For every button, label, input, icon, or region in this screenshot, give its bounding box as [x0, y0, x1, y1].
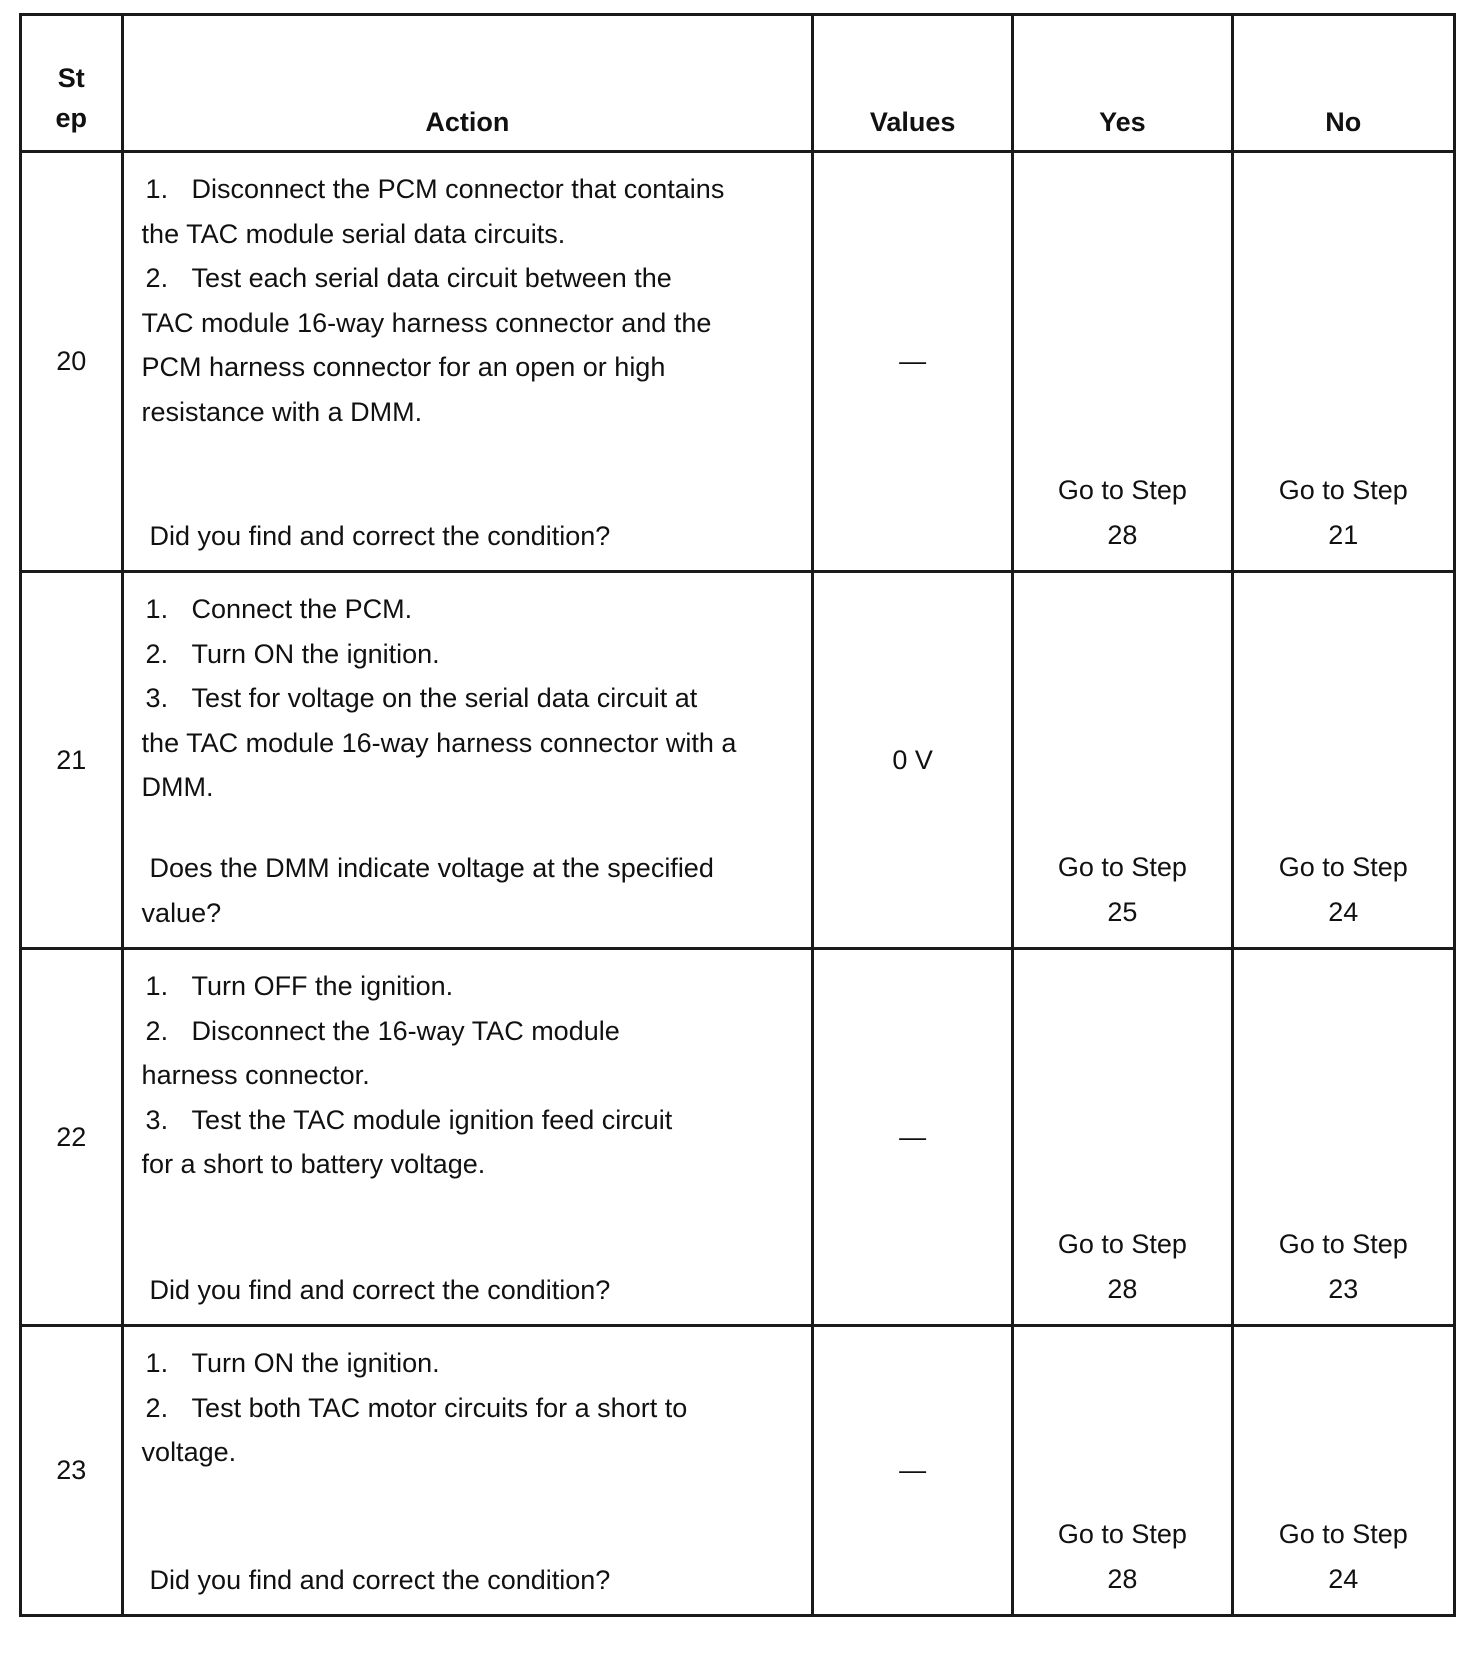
action-cell [122, 949, 813, 1326]
yes-cell [1013, 1326, 1232, 1616]
action-cell [122, 572, 813, 949]
instruction-line [142, 587, 804, 632]
yes-goto-step: 28 [1107, 1564, 1138, 1594]
instruction-line [142, 765, 804, 810]
yes-goto-label: Go to Step [1057, 1519, 1187, 1549]
instruction-number: 1. [145, 594, 169, 624]
instruction-number: 2. [145, 1015, 169, 1046]
yes-cell [1013, 949, 1232, 1326]
instruction-line [142, 1009, 804, 1054]
instruction-line [142, 1098, 804, 1143]
instruction-text: Test for voltage on the serial data circuit at [191, 683, 698, 713]
instruction-number: 2. [145, 638, 169, 669]
instruction-line [142, 964, 804, 1009]
instruction-line [142, 1142, 804, 1187]
instruction-line [142, 256, 804, 301]
instruction-line [142, 345, 804, 390]
diagnostic-table [19, 13, 1456, 1617]
step-number: 22 [21, 949, 123, 1326]
table-row [21, 1326, 1455, 1616]
yes-goto-label: Go to Step [1057, 1229, 1187, 1259]
action-instructions [124, 1327, 812, 1475]
no-goto-step: 24 [1328, 897, 1359, 927]
instruction-text: resistance with a DMM. [141, 396, 423, 427]
action-question [142, 846, 714, 935]
value-cell: — [813, 1326, 1013, 1616]
table-row [21, 572, 1455, 949]
instruction-text: the TAC module serial data circuits. [141, 218, 566, 249]
no-cell [1232, 572, 1454, 949]
value-cell: — [813, 949, 1013, 1326]
table-row [21, 949, 1455, 1326]
yes-goto-step: 25 [1107, 897, 1138, 927]
instruction-text: Turn ON the ignition. [191, 638, 440, 669]
action-instructions [124, 573, 812, 810]
action-question [142, 514, 611, 559]
question-line: Did you find and correct the condition? [149, 1274, 611, 1305]
instruction-line [142, 721, 804, 766]
no-goto-step: 21 [1328, 520, 1359, 550]
question-line: Did you find and correct the condition? [149, 1564, 611, 1595]
question-line: value? [141, 897, 222, 928]
instruction-number: 1. [145, 1348, 169, 1378]
table-row [21, 152, 1455, 572]
instruction-line [142, 676, 804, 721]
yes-goto-label: Go to Step [1057, 475, 1187, 505]
instruction-number: 1. [145, 971, 169, 1001]
value-cell: — [813, 152, 1013, 572]
no-goto-step: 24 [1328, 1564, 1359, 1594]
action-cell [122, 1326, 813, 1616]
instruction-line [142, 390, 804, 435]
step-number: 20 [21, 152, 123, 572]
no-goto-label: Go to Step [1278, 1519, 1408, 1549]
instruction-text: Test the TAC module ignition feed circuit [191, 1104, 673, 1135]
no-goto-label: Go to Step [1278, 1229, 1408, 1259]
step-number: 21 [21, 572, 123, 949]
instruction-line [142, 212, 804, 257]
action-cell [122, 152, 813, 572]
instruction-text: Test each serial data circuit between the [191, 263, 672, 293]
yes-cell [1013, 152, 1232, 572]
yes-cell [1013, 572, 1232, 949]
action-question [142, 1268, 611, 1313]
instruction-text: Test both TAC motor circuits for a short to [191, 1392, 688, 1423]
no-goto-label: Go to Step [1278, 852, 1408, 882]
no-goto-step: 23 [1328, 1274, 1359, 1304]
header-step: St ep [21, 15, 123, 152]
instruction-number: 2. [145, 263, 169, 293]
yes-goto-step: 28 [1107, 1274, 1138, 1304]
action-instructions [124, 950, 812, 1187]
instruction-line [142, 1430, 804, 1475]
header-yes: Yes [1013, 15, 1232, 152]
instruction-text: harness connector. [141, 1060, 370, 1090]
question-line: Does the DMM indicate voltage at the specified [149, 853, 714, 883]
instruction-text: Turn ON the ignition. [191, 1348, 440, 1378]
yes-goto-label: Go to Step [1057, 852, 1187, 882]
instruction-text: voltage. [141, 1437, 237, 1467]
header-values: Values [813, 15, 1013, 152]
instruction-text: TAC module 16-way harness connector and the [141, 307, 712, 338]
instruction-text: for a short to battery voltage. [141, 1149, 486, 1179]
no-goto-label: Go to Step [1278, 475, 1408, 505]
instruction-text: DMM. [141, 772, 214, 802]
instruction-text: Connect the PCM. [191, 594, 413, 624]
step-number: 23 [21, 1326, 123, 1616]
instruction-line [142, 632, 804, 677]
header-no: No [1232, 15, 1454, 152]
header-row [21, 15, 1455, 152]
no-cell [1232, 949, 1454, 1326]
instruction-line [142, 1053, 804, 1098]
value-cell: 0 V [813, 572, 1013, 949]
instruction-number: 2. [145, 1392, 169, 1423]
instruction-line [142, 167, 804, 212]
action-instructions [124, 153, 812, 434]
instruction-line [142, 1341, 804, 1386]
instruction-number: 3. [145, 683, 169, 713]
question-line: Did you find and correct the condition? [149, 520, 611, 551]
action-question [142, 1558, 611, 1603]
no-cell [1232, 1326, 1454, 1616]
instruction-text: Disconnect the 16-way TAC module [191, 1015, 620, 1046]
instruction-text: the TAC module 16-way harness connector with a [141, 727, 737, 758]
instruction-text: Disconnect the PCM connector that contains [191, 174, 725, 204]
header-action: Action [122, 15, 813, 152]
instruction-line [142, 301, 804, 346]
yes-goto-step: 28 [1107, 520, 1138, 550]
no-cell [1232, 152, 1454, 572]
instruction-line [142, 1386, 804, 1431]
instruction-number: 1. [145, 174, 169, 204]
instruction-number: 3. [145, 1104, 169, 1135]
instruction-text: PCM harness connector for an open or high [141, 352, 666, 382]
instruction-text: Turn OFF the ignition. [191, 971, 454, 1001]
